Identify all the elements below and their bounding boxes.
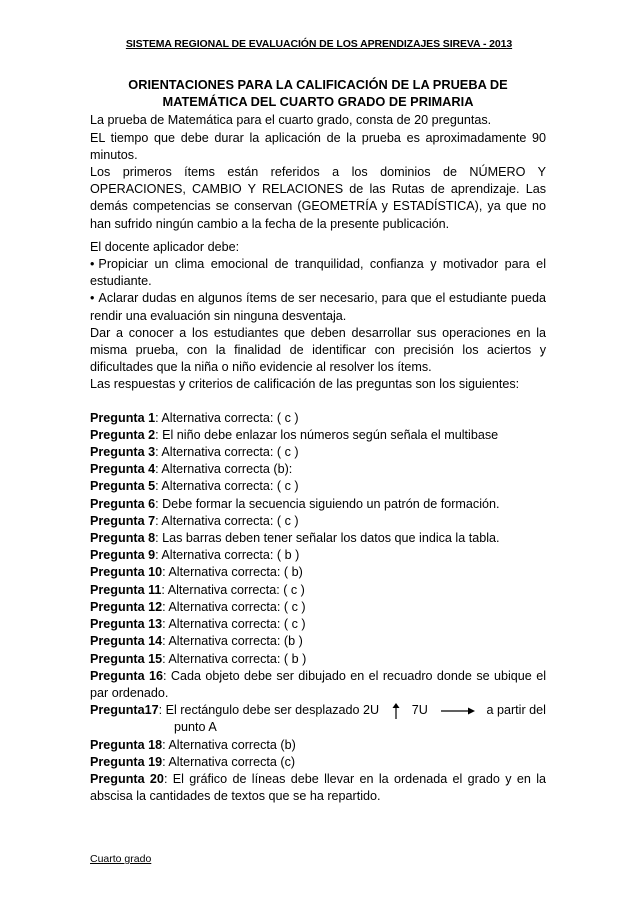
question-label: Pregunta 9: [90, 548, 156, 563]
question-item: [90, 547, 546, 564]
question-text: : El niño debe enlazar los números según señala el multibase: [155, 427, 499, 442]
question-text: : Alternativa correcta (b):: [155, 462, 293, 477]
question-label: Pregunta 11: [90, 582, 162, 597]
question-item: [90, 737, 546, 754]
page-footer: Cuarto grado: [90, 853, 152, 865]
question-item: [90, 599, 546, 616]
question-text: : Alternativa correcta: ( c ): [155, 445, 299, 460]
question-text: : Alternativa correcta: ( c ): [155, 410, 299, 425]
question-text: : Alternativa correcta (c): [162, 754, 296, 769]
question-text: a partir del: [486, 703, 546, 718]
question-text: : El gráfico de líneas debe llevar en la ordenada el grado y en la abscisa la cantidades de textos que se ha repartido.: [90, 771, 547, 804]
question-item: [90, 461, 546, 478]
question-item-17: [90, 702, 546, 719]
question-item: [90, 754, 546, 771]
question-label: Pregunta 12: [90, 599, 163, 614]
document-title: ORIENTACIONES PARA LA CALIFICACIÓN DE LA PRUEBA DE MATEMÁTICA DEL CUARTO GRADO DE PRIMARIA: [128, 77, 508, 110]
answers-intro: Las respuestas y criterios de calificación de las preguntas son los siguientes:: [90, 377, 520, 392]
intro-paragraph-3: Los primeros ítems están referidos a los dominios de NÚMERO Y OPERACIONES, CAMBIO Y RELACIONES de las Rutas de aprendizaje. Las demás competencias se conservan (GEOMETRÍA y ESTADÍSTICA), ya que no han sufrido ningún cambio a la fecha de la presente publicación.: [90, 165, 546, 231]
question-list: [90, 410, 546, 702]
question-label: Pregunta 4: [90, 462, 156, 477]
question-text: : Alternativa correcta: ( b): [162, 565, 303, 580]
question-label: Pregunta 1: [90, 410, 156, 425]
question-label: Pregunta 2: [90, 427, 156, 442]
question-item: [90, 410, 546, 427]
question-text: : Alternativa correcta (b): [162, 737, 296, 752]
question-item: [90, 530, 546, 547]
question-text: : Alternativa correcta: ( b ): [155, 548, 300, 563]
question-label: Pregunta 8: [90, 531, 156, 546]
question-item: [90, 651, 546, 668]
question-text: : Las barras deben tener señalar los datos que indica la tabla.: [155, 531, 500, 546]
question-label: Pregunta17: [90, 703, 159, 718]
question-label: Pregunta 20: [90, 771, 164, 786]
intro-paragraph-1: La prueba de Matemática para el cuarto grado, consta de 20 preguntas.: [90, 113, 492, 128]
question-text: : Alternativa correcta: ( c ): [162, 599, 306, 614]
question-label: Pregunta 16: [90, 668, 163, 683]
question-item: [90, 496, 546, 513]
question-text: : Alternativa correcta: ( c ): [155, 479, 299, 494]
question-list-end: [90, 737, 546, 806]
bullet-item: [90, 256, 546, 290]
instructions-paragraph: Dar a conocer a los estudiantes que deben desarrollar sus operaciones en la misma prueba, con la finalidad de identificar con precisión los aciertos y dificultades que la niña o niño evidencie al resolver los ítems.: [90, 325, 546, 375]
question-label: Pregunta 14: [90, 634, 163, 649]
document-body: [90, 76, 546, 805]
question-item: [90, 582, 546, 599]
page-header: SISTEMA REGIONAL DE EVALUACIÓN DE LOS APRENDIZAJES SIREVA - 2013: [125, 38, 513, 50]
question-item: [90, 668, 546, 702]
question-continuation: punto A: [174, 720, 217, 735]
question-label: Pregunta 5: [90, 479, 156, 494]
question-item: [90, 513, 546, 530]
question-label: Pregunta 19: [90, 754, 163, 769]
question-text: : Alternativa correcta: ( c ): [161, 582, 305, 597]
bullet-text: Propiciar un clima emocional de tranquilidad, confianza y motivador para el estudiante.: [90, 257, 546, 289]
question-label: Pregunta 7: [90, 513, 156, 528]
question-text: : Cada objeto debe ser dibujado en el recuadro donde se ubique el par ordenado.: [90, 668, 546, 700]
question-text: : Alternativa correcta: ( b ): [162, 651, 307, 666]
arrow-right-icon: [441, 706, 475, 716]
question-item: [90, 478, 546, 495]
intro-paragraph-2: EL tiempo que debe durar la aplicación de la prueba es aproximadamente 90 minutos.: [90, 130, 546, 162]
bullet-item: [90, 290, 546, 324]
question-label: Pregunta 18: [90, 737, 163, 752]
question-item: [90, 633, 546, 650]
question-label: Pregunta 15: [90, 651, 163, 666]
question-text: : El rectángulo debe ser desplazado 2U: [158, 703, 380, 718]
question-label: Pregunta 13: [90, 617, 163, 632]
question-text: : Debe formar la secuencia siguiendo un patrón de formación.: [155, 496, 500, 511]
question-text: 7U: [411, 703, 428, 718]
bullet-text: Aclarar dudas en algunos ítems de ser necesario, para que el estudiante pueda rendir una evaluación sin ninguna desventaja.: [90, 291, 546, 323]
question-text: : Alternativa correcta: (b ): [162, 634, 303, 649]
question-item: [90, 444, 546, 461]
question-item: [90, 616, 546, 633]
question-text: : Alternativa correcta: ( c ): [162, 617, 306, 632]
question-label: Pregunta 10: [90, 565, 163, 580]
arrow-up-icon: [390, 703, 402, 719]
question-item: [90, 427, 546, 444]
question-text: : Alternativa correcta: ( c ): [155, 513, 299, 528]
question-item: [90, 771, 546, 805]
question-item: [90, 564, 546, 581]
docente-intro: El docente aplicador debe:: [90, 239, 240, 254]
question-label: Pregunta 3: [90, 445, 156, 460]
question-label: Pregunta 6: [90, 496, 156, 511]
